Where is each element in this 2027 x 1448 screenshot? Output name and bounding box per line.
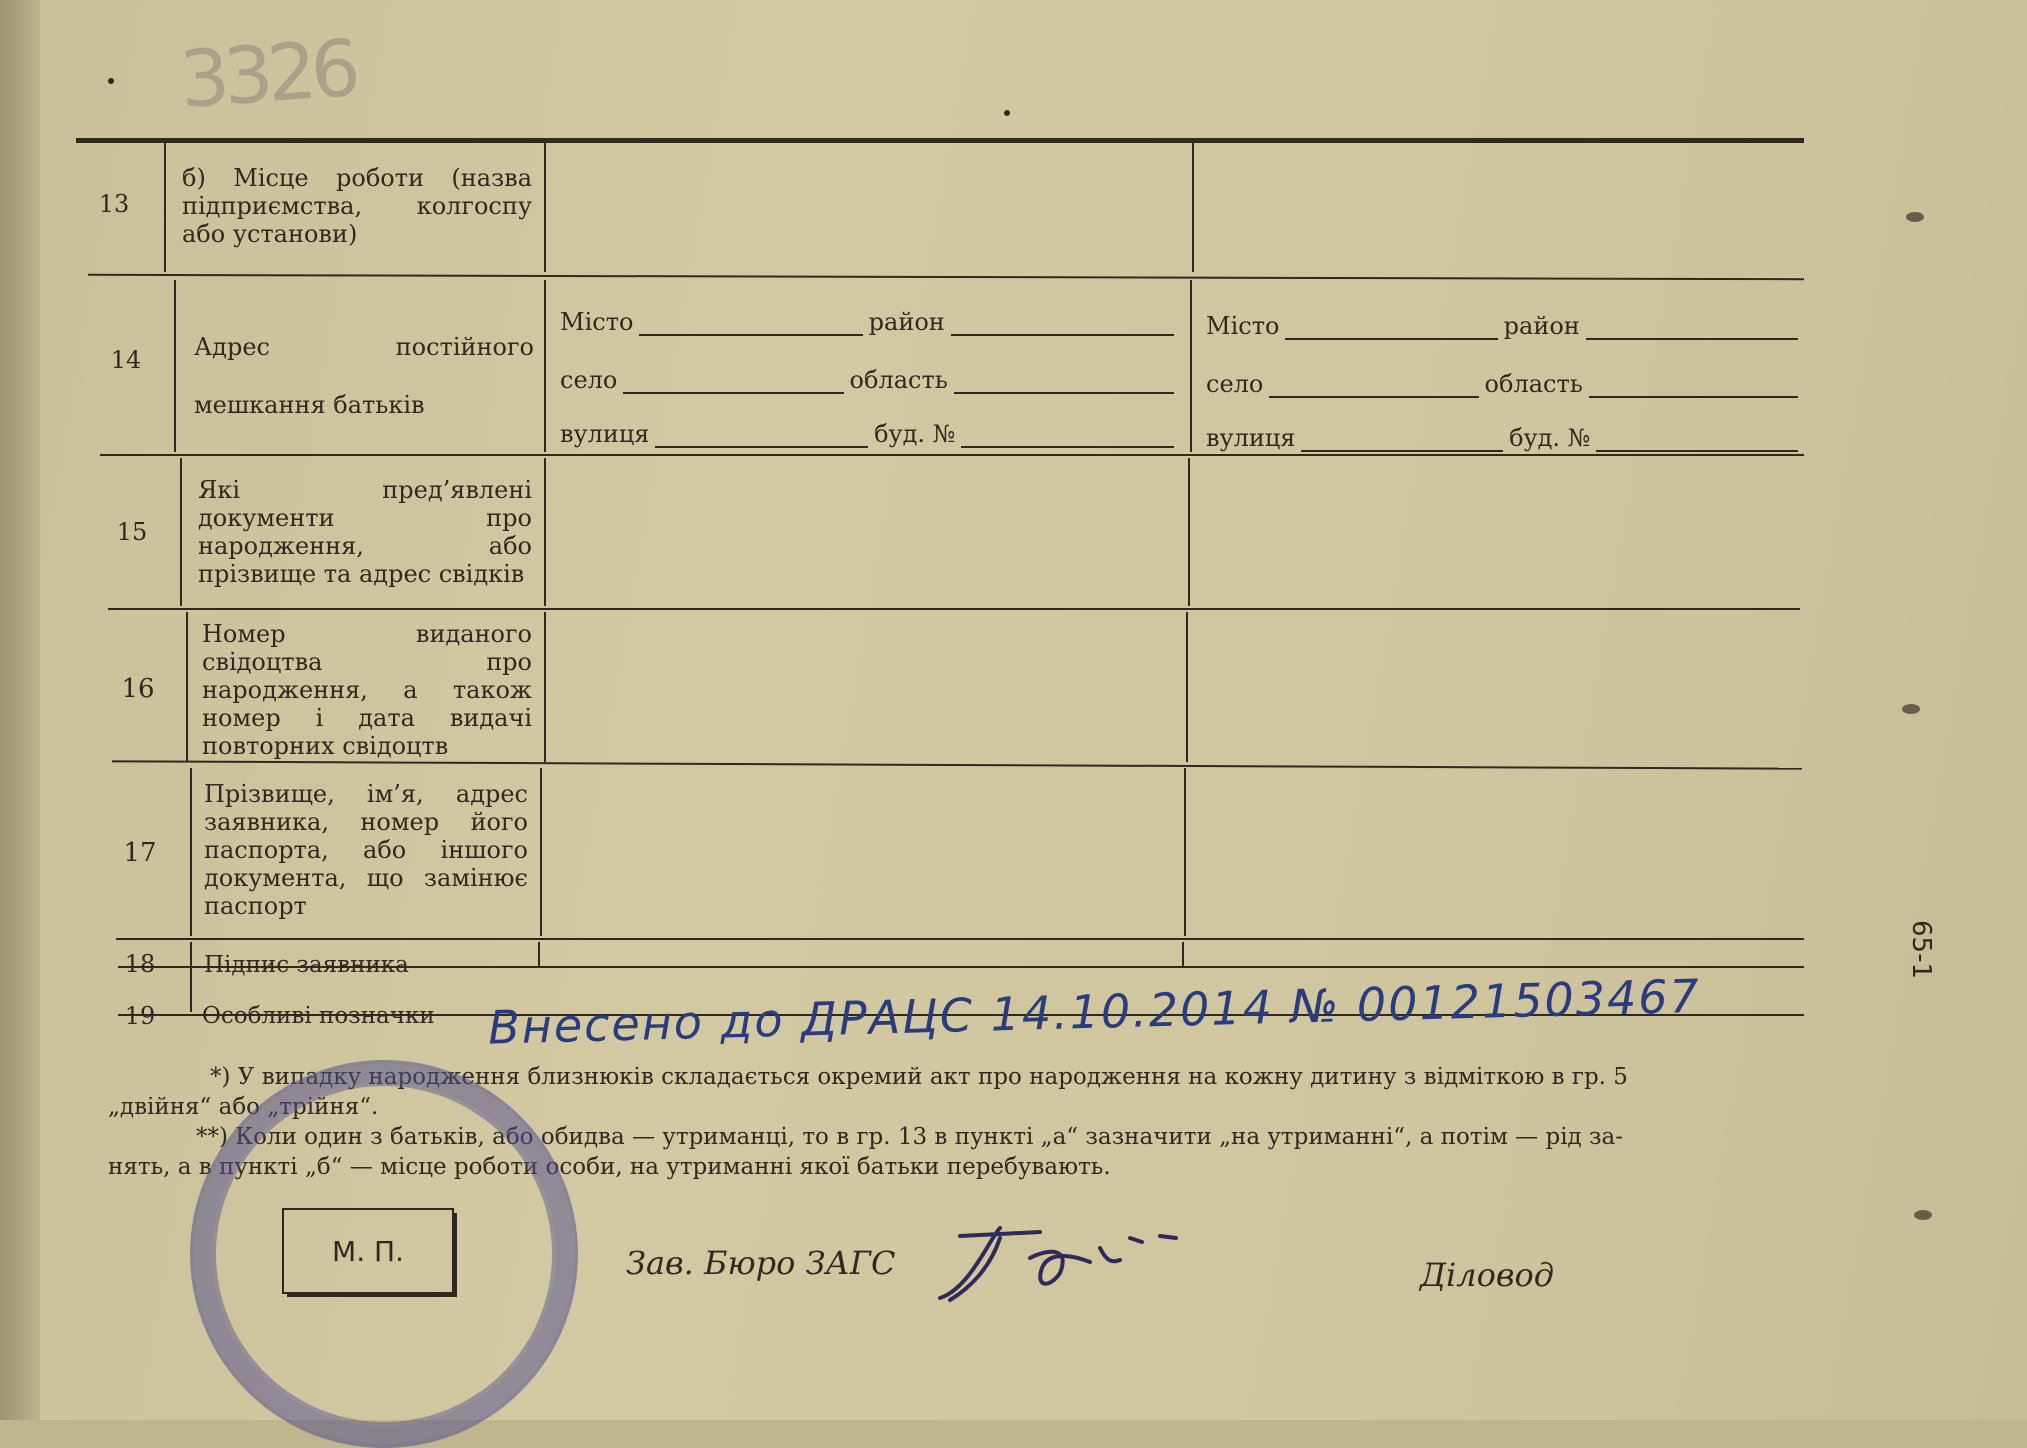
- col-rule-num: [190, 942, 192, 1012]
- region-label: область: [1484, 370, 1583, 398]
- handwritten-signature: [930, 1218, 1200, 1308]
- footnote-1-cont: „двійня“ або „трійня“.: [108, 1094, 379, 1120]
- punch-hole: [1914, 1210, 1932, 1220]
- row-number-16: 16: [121, 674, 155, 704]
- mother-street-field: [1206, 424, 1804, 452]
- footnote-1: *) У випадку народження близнюків складається окремий акт про народження на кожну дитину з відміткою в гр. 5: [210, 1064, 1628, 1090]
- punch-hole: [1902, 704, 1920, 714]
- footnote-2-cont: нять, а в пункті „б“ — місце роботи особи, на утриманні якої батьки перебувають.: [108, 1154, 1111, 1180]
- table-top-rule: [76, 138, 1804, 143]
- ink-dot: [108, 78, 114, 84]
- col-rule-parent: [1182, 942, 1184, 968]
- col-rule-num: [164, 142, 166, 272]
- col-rule-parent: [1190, 280, 1192, 452]
- row-label-19: Особливі позначки: [202, 1003, 435, 1029]
- father-street-field: [560, 420, 1180, 448]
- row-number-15: 15: [116, 518, 148, 546]
- col-rule-label: [544, 458, 546, 606]
- col-rule-parent: [1184, 768, 1186, 936]
- street-label: вулиця: [560, 420, 650, 448]
- col-rule-num: [180, 458, 182, 606]
- handwritten-registry-note: Внесено до ДРАЦС 14.10.2014 № 00121503467: [487, 968, 1702, 1055]
- row-label-17: Прізвище, ім’я, адрес заявника, номер його паспорта, або іншого документа, що замінює паспорт: [204, 780, 528, 920]
- row-label-16: Номер виданого свідоцтва про народження, а також номер і дата видачі повторних свідоцтв: [202, 620, 532, 760]
- head-of-registry-label: Зав. Бюро ЗАГС: [626, 1244, 896, 1282]
- district-label: район: [1503, 312, 1580, 340]
- mother-city-field: [1206, 312, 1804, 340]
- street-label: вулиця: [1206, 424, 1296, 452]
- col-rule-num: [190, 768, 192, 936]
- row-number-18: 18: [124, 950, 156, 978]
- region-label: область: [849, 366, 948, 394]
- col-rule-label: [544, 612, 546, 762]
- col-rule-parent: [1186, 612, 1188, 762]
- city-label: Місто: [1206, 312, 1280, 340]
- row-divider-17-18: [116, 938, 1804, 940]
- col-rule-num: [186, 612, 188, 762]
- building-label: буд. №: [1509, 424, 1591, 452]
- col-rule-label: [540, 768, 542, 936]
- row-number-14: 14: [110, 346, 142, 374]
- mother-village-field: [1206, 370, 1804, 398]
- row-number-13: 13: [98, 190, 130, 218]
- district-label: район: [868, 308, 945, 336]
- row-label-15: Які пред’явлені документи про народження, або прізвище та адрес свідків: [198, 476, 532, 588]
- father-city-field: [560, 308, 1180, 336]
- seal-place-box: М. П.: [282, 1208, 454, 1294]
- father-village-field: [560, 366, 1180, 394]
- row-number-19: 19: [124, 1002, 156, 1030]
- punch-hole: [1906, 212, 1924, 222]
- village-label: село: [1206, 370, 1264, 398]
- row-divider-14-15: [100, 454, 1804, 456]
- col-rule-parent: [1192, 142, 1194, 272]
- form-code: 65-1: [1906, 920, 1936, 980]
- row-label-18: Підпис заявника: [204, 952, 409, 978]
- building-label: буд. №: [874, 420, 956, 448]
- city-label: Місто: [560, 308, 634, 336]
- row-label-14: Адрес постійного мешкання батьків: [194, 333, 534, 419]
- paper-left-edge: [0, 0, 40, 1420]
- col-rule-parent: [1188, 458, 1190, 606]
- col-rule-label: [538, 942, 540, 968]
- archive-number: 3326: [177, 24, 358, 126]
- clerk-label: Діловод: [1420, 1256, 1555, 1294]
- col-rule-num: [174, 280, 176, 452]
- footnote-2: **) Коли один з батьків, або обидва — утриманці, то в гр. 13 в пункті „а“ зазначити „на утриманні“, а потім — рід за-: [196, 1124, 1624, 1150]
- col-rule-label: [544, 142, 546, 272]
- row-divider-15-16: [108, 608, 1800, 610]
- ink-dot: [1004, 110, 1010, 116]
- col-rule-label: [544, 280, 546, 452]
- row-divider-13-14: [88, 274, 1804, 280]
- row-label-13: б) Місце роботи (назва підприємства, колгоспу або установи): [182, 164, 532, 248]
- row-divider-16-17: [112, 760, 1802, 769]
- row-number-17: 17: [123, 838, 157, 868]
- village-label: село: [560, 366, 618, 394]
